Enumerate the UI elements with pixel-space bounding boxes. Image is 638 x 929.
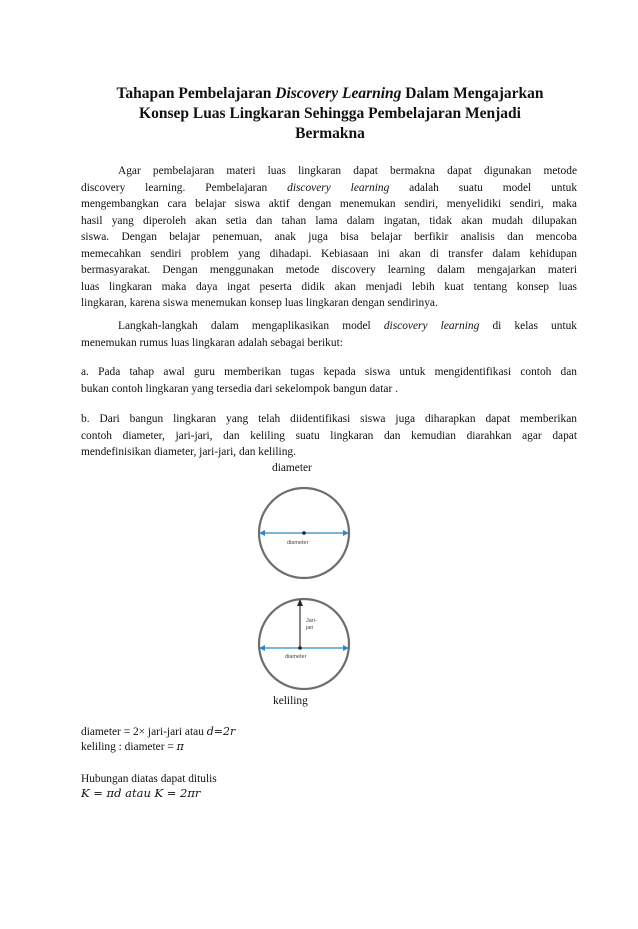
center-point: [302, 531, 306, 535]
title-line-1: [80, 84, 580, 104]
title-line-1-start: Tahapan Pembelajaran: [116, 85, 276, 102]
intro-paragraph: [81, 163, 577, 312]
title-italic-term: Discovery Learning: [275, 85, 402, 102]
steps-intro-start: Langkah-langkah dalam mengaplikasikan model: [118, 320, 384, 332]
intro-line-4: hasil yang diperoleh akan setia dan tahan lama dalam ingatan, tidak akan mudah dilupakan: [81, 214, 577, 227]
figure-label-keliling: keliling: [273, 695, 308, 707]
step-b-line-2: contoh diameter, jari-jari, dan keliling suatu lingkaran dan kemudian diarahkan agar dapat: [81, 429, 577, 442]
steps-intro-paragraph: [81, 318, 577, 351]
circle1-diameter-label: diameter: [287, 540, 309, 546]
steps-intro-line-1: [81, 318, 577, 335]
formula-keliling: [81, 740, 184, 754]
title-line-1-end: Dalam Mengajarkan: [401, 85, 544, 102]
intro-italic-term: discovery learning: [287, 181, 390, 194]
step-a-line-2: bukan contoh lingkaran yang tersedia dari sekelompok bangun datar .: [81, 382, 398, 395]
circle-radius-figure: [256, 596, 352, 692]
steps-intro-line-2: menemukan rumus luas lingkaran adalah sebagai berikut:: [81, 336, 343, 349]
formula-diameter: [81, 725, 235, 739]
formula-circumference: K = πd atau K = 2πr: [81, 786, 201, 800]
intro-line-1: Agar pembelajaran materi luas lingkaran dapat bermakna dapat digunakan metode: [118, 165, 577, 177]
step-a-paragraph: [81, 364, 577, 397]
step-b-line-1: b. Dari bangun lingkaran yang telah diidentifikasi siswa juga diharapkan dapat memberikan: [81, 413, 577, 425]
intro-line-8: luas lingkaran maka daya ingat peserta didik akan menjadi lebih kuat tentang konsep luas: [81, 280, 577, 293]
title-line-3: Bermakna: [295, 125, 365, 142]
intro-line-2: discovery learning. Pembelajaran discovery learning adalah suatu model untuk: [81, 181, 578, 194]
step-b-line-3: mendefinisikan diameter, jari-jari, dan keliling.: [81, 446, 296, 458]
circle2-diameter-label: diameter: [285, 654, 307, 660]
intro-line-3: mengembangkan cara belajar siswa aktif dengan menemukan sendiri, menyelidiki sendiri, maka: [81, 198, 577, 210]
formula-pi: π: [176, 740, 184, 753]
center-point: [298, 646, 302, 650]
intro-line-9: lingkaran, karena siswa menemukan konsep luas lingkaran dengan sendirinya.: [81, 297, 438, 309]
intro-line-5: siswa. Dengan belajar penemuan, anak juga bisa belajar berfikir analisis dan mencoba: [81, 231, 577, 243]
formula-diameter-text: diameter = 2× jari-jari atau: [81, 726, 207, 738]
step-a-line-1: a. Pada tahap awal guru memberikan tugas kepada siswa untuk mengidentifikasi contoh dan: [81, 366, 577, 378]
figure-label-diameter: diameter: [272, 462, 312, 474]
circle-outline: [259, 599, 349, 689]
formula-diameter-math: d=2r: [206, 725, 236, 738]
intro-line-7: bermasyarakat. Dengan menggunakan metode discovery learning dalam mengajarkan materi: [81, 264, 577, 276]
relation-text: Hubungan diatas dapat ditulis: [81, 773, 217, 785]
page-title: [80, 84, 580, 144]
intro-line-6: memecahkan sendiri problem yang dihadapi. Kebiasaan ini akan di transfer dalam kehidupan: [81, 247, 577, 260]
step-b-paragraph: [81, 411, 577, 461]
radius-label-1: Jari-: [306, 618, 317, 624]
radius-label-2: jari: [306, 625, 314, 631]
steps-intro-end: di kelas untuk: [479, 320, 577, 332]
intro-term: discovery learning: [81, 181, 183, 194]
circle-diameter-figure: [256, 485, 352, 581]
formula-keliling-text: keliling : diameter =: [81, 741, 177, 753]
steps-intro-italic-term: discovery learning: [383, 320, 480, 332]
title-line-2: Konsep Luas Lingkaran Sehingga Pembelajaran Menjadi: [139, 105, 521, 122]
